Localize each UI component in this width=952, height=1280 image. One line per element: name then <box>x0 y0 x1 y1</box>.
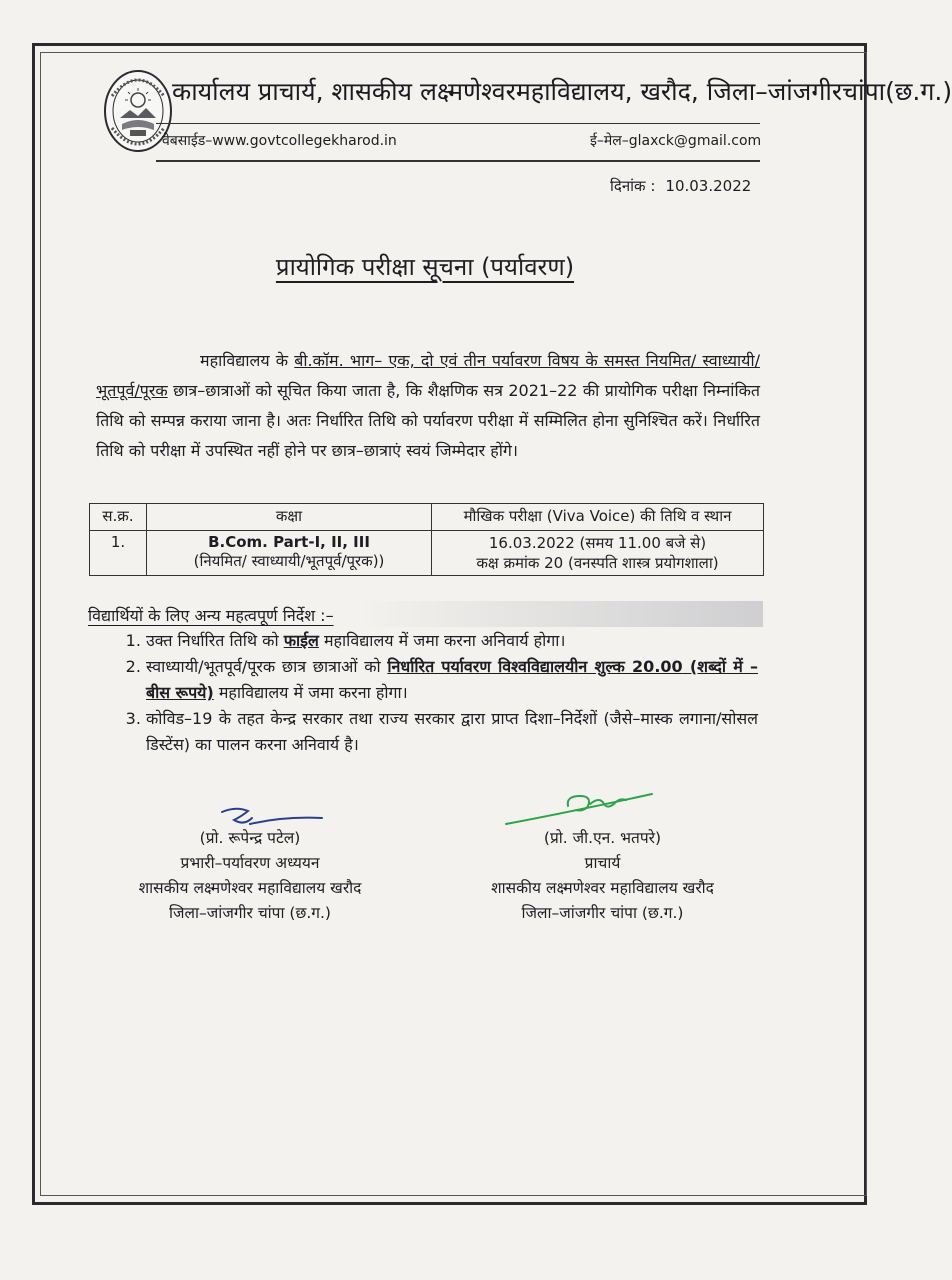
viva-line1: 16.03.2022 (समय 11.00 बजे से) <box>488 534 707 552</box>
signatory-name: (प्रो. रूपेन्द्र पटेल) <box>199 829 301 847</box>
signatory-college: शासकीय लक्ष्मणेश्वर महाविद्यालय खरौद <box>138 879 362 897</box>
email-text: ई–मेल–glaxck@gmail.com <box>590 133 762 149</box>
instructions-list <box>88 628 758 758</box>
class-line1: B.Com. Part-I, II, III <box>208 533 370 551</box>
item2-text-bold: निर्धारित पर्यावरण विश्वविद्यालयीन शुल्क 20.00 <box>387 657 683 676</box>
instructions-heading-bar <box>88 601 763 627</box>
signature-block-right <box>470 826 735 926</box>
header-divider-bold <box>156 160 760 162</box>
signature-block-left <box>120 826 380 926</box>
col-header-class: कक्षा <box>147 504 432 531</box>
list-item <box>146 628 758 654</box>
signatory-district: जिला–जांजगीर चांपा (छ.ग.) <box>521 904 684 922</box>
office-heading: कार्यालय प्राचार्य, शासकीय लक्ष्मणेश्वरमहाविद्यालय, खरौद, जिला–जांजगीरचांपा(छ.ग.) <box>172 77 952 106</box>
cell-viva <box>432 531 764 576</box>
item2-text-a: स्वाध्यायी/भूतपूर्व/पूरक छात्र छात्राओं को <box>146 657 388 676</box>
viva-line2: कक्ष क्रमांक 20 (वनस्पति शास्त्र प्रयोगशाला) <box>476 554 719 572</box>
item2-text-words: (शब्दों में –बीस रूपये) <box>146 657 759 702</box>
table-row <box>90 531 764 576</box>
list-item <box>146 706 758 758</box>
right-signature-icon <box>500 788 660 828</box>
date-label: दिनांक : <box>610 177 656 195</box>
item1-text-c: महाविद्यालय में जमा करना अनिवार्य होगा। <box>318 631 566 650</box>
col-header-sno: स.क्र. <box>90 504 147 531</box>
cell-class <box>147 531 432 576</box>
website-text: वेबसाईड–www.govtcollegekharod.in <box>162 133 397 149</box>
date-line <box>610 176 751 196</box>
header-divider <box>156 123 760 124</box>
signatory-college: शासकीय लक्ष्मणेश्वर महाविद्यालय खरौद <box>491 879 714 897</box>
table-header-row <box>90 504 764 531</box>
item1-text-bold: फाईल <box>283 631 319 650</box>
item2-text-d: महाविद्यालय में जमा करना होगा। <box>213 683 408 702</box>
date-value: 10.03.2022 <box>665 177 752 195</box>
signatory-designation: प्राचार्य <box>584 854 621 872</box>
para-text-a: महाविद्यालय के <box>200 351 295 370</box>
para-text-underlined: बी.कॉम. भाग– एक, दो एवं तीन पर्यावरण विषय के समस्त नियमित/ स्वाध्यायी/भूतपूर्व/पूरक <box>96 351 760 400</box>
item3-text: कोविड–19 के तहत केन्द्र सरकार तथा राज्य सरकार द्वारा प्राप्त दिशा–निर्देशों (जैसे–मास्क लगाना/सोसल डिस्टेंस) का पालन करना अनिवार्य है। <box>146 709 758 754</box>
notice-paragraph <box>96 346 760 466</box>
instructions-heading: विद्यार्थियों के लिए अन्य महत्वपूर्ण निर्देश :– <box>88 606 334 625</box>
item1-text-a: उक्त निर्धारित तिथि को <box>146 631 284 650</box>
list-item <box>146 654 758 706</box>
signatory-district: जिला–जांजगीर चांपा (छ.ग.) <box>169 904 331 922</box>
class-line2: (नियमित/ स्वाध्यायी/भूतपूर्व/पूरक)) <box>193 552 385 570</box>
exam-schedule-table <box>89 503 764 576</box>
signatory-name: (प्रो. जी.एन. भतपरे) <box>543 829 662 847</box>
signatory-designation: प्रभारी–पर्यावरण अध्ययन <box>180 854 320 872</box>
notice-title: प्रायोगिक परीक्षा सूचना (पर्यावरण) <box>275 253 575 281</box>
cell-sno: 1. <box>90 531 147 576</box>
col-header-viva: मौखिक परीक्षा (Viva Voice) की तिथि व स्थान <box>432 504 764 531</box>
para-text-c: छात्र–छात्राओं को सूचित किया जाता है, कि शैक्षणिक सत्र 2021–22 की प्रायोगिक परीक्षा निम्नांकित तिथि को सम्पन्न कराया जाना है। अतः निर्धारित तिथि को पर्यावरण परीक्षा में सम्मिलित होना सुनिश्चित करें। निर्धारित तिथि को परीक्षा में उपस्थित नहीं होने पर छात्र–छात्राएं स्वयं जिम्मेदार होंगे। <box>96 381 760 460</box>
